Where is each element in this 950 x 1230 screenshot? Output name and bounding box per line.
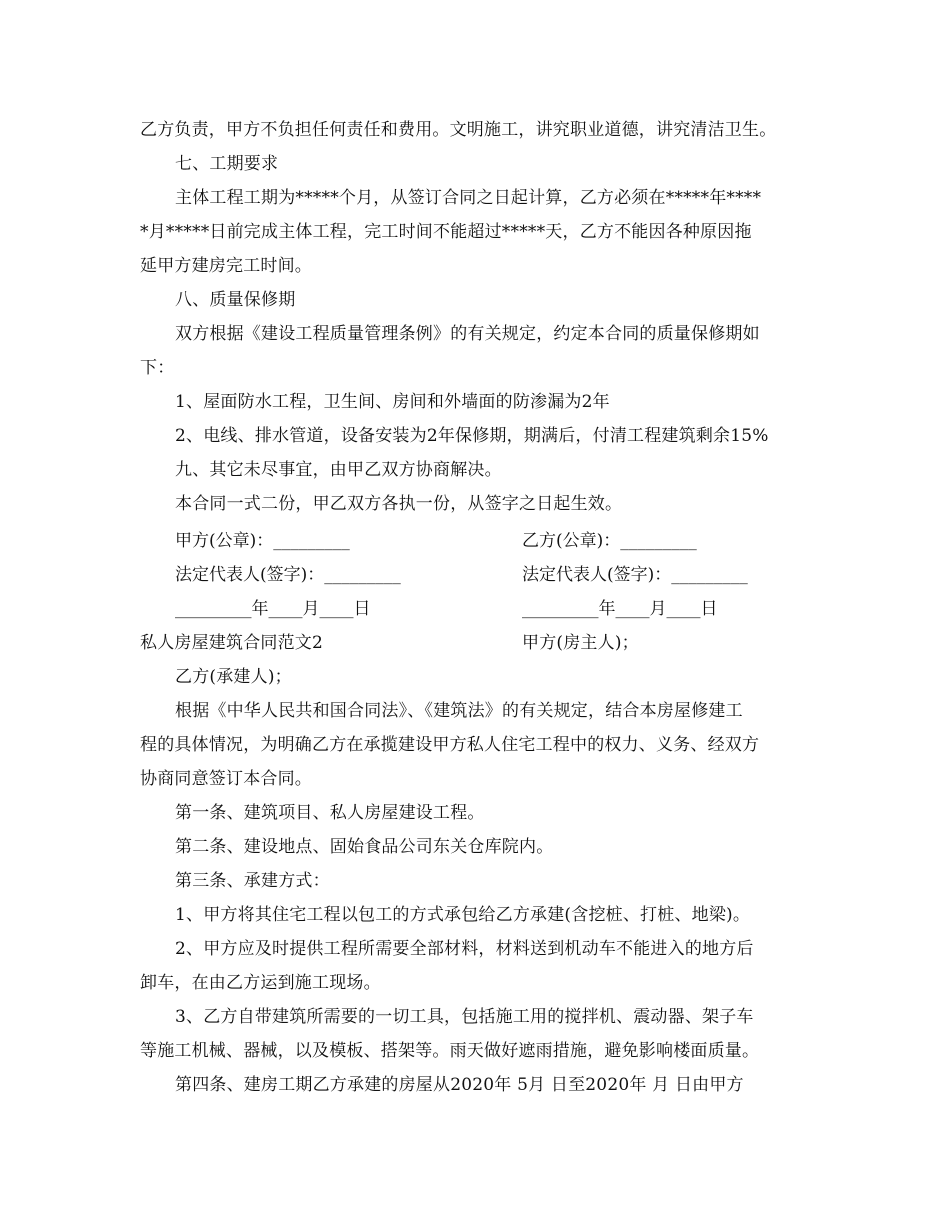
text-line: 双方根据《建设工程质量管理条例》的有关规定，约定本合同的质量保修期如 (175, 324, 760, 344)
text-line: 卸车，在由乙方运到施工现场。 (140, 973, 381, 993)
text-line: 延甲方建房完工时间。 (140, 256, 312, 276)
article-line: 第一条、建筑项目、私人房屋建设工程。 (175, 803, 485, 823)
text-line: 根据《中华人民共和国合同法》、《建筑法》的有关规定，结合本房屋修建工 (175, 701, 743, 721)
text-line: 下： (140, 358, 175, 378)
text-line: *月*****日前完成主体工程，完工时间不能超过*****天，乙方不能因各种原因拖 (140, 222, 752, 242)
party-a-date: _________年____月____日 (175, 599, 371, 619)
party-a-representative: 法定代表人(签字)：_________ (175, 565, 401, 585)
text-line: 协商同意签订本合同。 (140, 769, 312, 789)
list-item: 1、甲方将其住宅工程以包工的方式承包给乙方承建(含挖桩、打桩、地梁)。 (175, 905, 751, 925)
text-line: 乙方负责，甲方不负担任何责任和费用。文明施工，讲究职业道德，讲究清洁卫生。 (140, 120, 777, 140)
party-b-seal: 乙方(公章)：_________ (522, 531, 697, 551)
party-b-date: _________年____月____日 (522, 599, 718, 619)
text-line: 本合同一式二份，甲乙双方各执一份，从签字之日起生效。 (175, 494, 623, 514)
section-heading: 八、质量保修期 (175, 290, 296, 310)
list-item: 2、电线、排水管道，设备安装为2年保修期，期满后，付清工程建筑剩余15% (175, 426, 769, 446)
list-item: 1、屋面防水工程，卫生间、房间和外墙面的防渗漏为2年 (175, 392, 610, 412)
party-a-owner: 甲方(房主人)； (522, 633, 639, 653)
text-line: 等施工机械、器械，以及模板、搭架等。雨天做好遮雨措施，避免影响楼面质量。 (140, 1041, 760, 1061)
article-line: 第三条、承建方式： (175, 871, 330, 891)
document-heading: 私人房屋建筑合同范文2 (140, 633, 324, 653)
document-heading-line (140, 626, 820, 660)
party-a-seal: 甲方(公章)：_________ (175, 531, 350, 551)
text-line: 程的具体情况，为明确乙方在承揽建设甲方私人住宅工程中的权力、义务、经双方 (140, 735, 760, 755)
article-line: 第二条、建设地点、固始食品公司东关仓库院内。 (175, 837, 554, 857)
section-heading: 九、其它未尽事宜，由甲乙双方协商解决。 (175, 460, 502, 480)
text-line: 主体工程工期为*****个月，从签订合同之日起计算，乙方必须在*****年**** (175, 188, 762, 208)
party-b-representative: 法定代表人(签字)：_________ (522, 565, 748, 585)
list-item: 3、乙方自带建筑所需要的一切工具，包括施工用的搅拌机、震动器、架子车 (175, 1007, 754, 1027)
article-line: 第四条、建房工期乙方承建的房屋从2020年 5月 日至2020年 月 日由甲方 (175, 1075, 744, 1095)
party-b-contractor: 乙方(承建人)； (175, 667, 292, 687)
list-item: 2、甲方应及时提供工程所需要全部材料，材料送到机动车不能进入的地方后 (175, 939, 754, 959)
section-heading: 七、工期要求 (175, 154, 279, 174)
